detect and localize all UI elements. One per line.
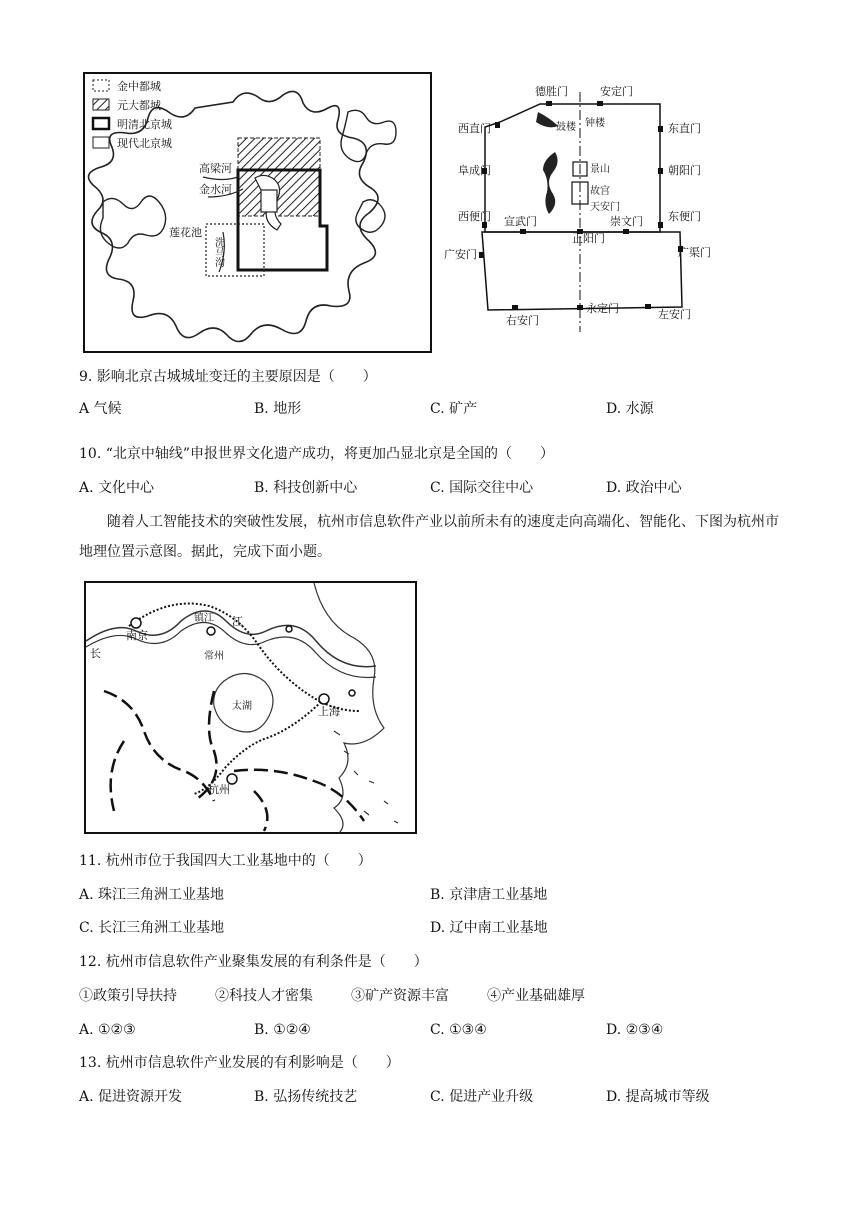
- gate-xuanwu: 宣武门: [504, 215, 537, 228]
- q11-option-c[interactable]: C. 长江三角洲工业基地: [79, 920, 225, 936]
- landmark-gulou: 鼓楼: [556, 122, 576, 133]
- q10-option-a[interactable]: A. 文化中心: [79, 480, 155, 496]
- question-9-stem: 9. 影响北京古城城址变迁的主要原因是（ ）: [79, 369, 377, 385]
- question-13-stem: 13. 杭州市信息软件产业发展的有利影响是（ ）: [79, 1055, 400, 1071]
- q11-option-d[interactable]: D. 辽中南工业基地: [430, 920, 548, 936]
- map-legend: [93, 79, 172, 150]
- gate-xizhi: 西直门: [458, 122, 491, 135]
- gate-dongzhi: 东直门: [668, 122, 701, 135]
- q13-option-c[interactable]: C. 促进产业升级: [430, 1089, 534, 1105]
- q12-condition-2: ②科技人才密集: [215, 988, 313, 1004]
- legend-modern-beijing: 现代北京城: [117, 137, 172, 150]
- beijing-gates-axis-map: [440, 82, 720, 334]
- gate-xibian: 西便门: [458, 210, 491, 223]
- q12-condition-3: ③矿产资源丰富: [351, 988, 449, 1004]
- gate-guangan: 广安门: [444, 248, 477, 261]
- landmark-jingshan: 景山: [590, 164, 610, 175]
- city-hangzhou: 杭州: [208, 783, 230, 796]
- label-chang: 长: [90, 647, 101, 660]
- city-zhenjiang: 镇江: [194, 613, 214, 624]
- gate-guangqu: 广渠门: [678, 246, 711, 259]
- q12-option-c[interactable]: C. ①③④: [430, 1022, 487, 1038]
- gate-chongwen: 崇文门: [610, 215, 643, 228]
- q9-option-c[interactable]: C. 矿产: [430, 401, 478, 417]
- q11-option-b[interactable]: B. 京津唐工业基地: [430, 887, 548, 903]
- q12-option-d[interactable]: D. ②③④: [606, 1022, 664, 1038]
- city-nanjing: 南京: [126, 629, 148, 642]
- legend-mingqing-beijing: 明清北京城: [117, 118, 172, 131]
- label-lianhua-pond: 莲花池: [169, 226, 202, 239]
- gate-chaoyang: 朝阳门: [668, 164, 701, 177]
- q9-option-b[interactable]: B. 地形: [254, 401, 302, 417]
- label-jinshui-river: 金水河: [199, 183, 232, 196]
- gate-fucheng: 阜成门: [458, 164, 491, 177]
- hangzhou-intro-paragraph: 随着人工智能技术的突破性发展，杭州市信息软件产业以前所未有的速度走向高端化、智能化、下图为杭州市地理位置示意图。据此，完成下面小题。: [79, 514, 779, 560]
- label-xima-gou: 洗马沟: [212, 237, 224, 267]
- label-jiang: 江: [232, 615, 243, 628]
- legend-jin-zhongdu: 金中都城: [117, 80, 161, 93]
- city-shanghai: 上海: [318, 705, 340, 718]
- gate-zhengyang: 正阳门: [572, 232, 605, 245]
- question-12-stem: 12. 杭州市信息软件产业聚集发展的有利条件是（ ）: [79, 954, 428, 970]
- q10-option-c[interactable]: C. 国际交往中心: [430, 480, 534, 496]
- q12-condition-4: ④产业基础雄厚: [487, 988, 585, 1004]
- label-taihu: 太湖: [232, 701, 252, 712]
- gate-anding: 安定门: [600, 85, 633, 98]
- q12-condition-1: ①政策引导扶持: [79, 988, 177, 1004]
- gate-desheng: 德胜门: [535, 85, 568, 98]
- gate-dongbian: 东便门: [668, 210, 701, 223]
- q10-option-d[interactable]: D. 政治中心: [606, 480, 682, 496]
- q9-option-d[interactable]: D. 水源: [606, 401, 654, 417]
- hangzhou-location-map: [84, 581, 418, 835]
- gate-yongding: 永定门: [586, 302, 619, 315]
- gate-youan: 右安门: [506, 314, 539, 327]
- q13-option-a[interactable]: A. 促进资源开发: [79, 1089, 183, 1105]
- q12-option-a[interactable]: A. ①②③: [79, 1022, 136, 1038]
- landmark-tiananmen: 天安门: [590, 202, 620, 213]
- q9-option-a[interactable]: A 气候: [79, 401, 122, 417]
- city-changzhou: 常州: [204, 651, 224, 662]
- q11-option-a[interactable]: A. 珠江三角洲工业基地: [79, 887, 225, 903]
- q10-option-b[interactable]: B. 科技创新中心: [254, 480, 358, 496]
- q13-option-b[interactable]: B. 弘扬传统技艺: [254, 1089, 358, 1105]
- label-gaoliang-river: 高梁河: [199, 162, 232, 175]
- question-11-stem: 11. 杭州市位于我国四大工业基地中的（ ）: [79, 853, 372, 869]
- landmark-zhonglou: 钟楼: [585, 118, 605, 129]
- gate-zuoan: 左安门: [658, 308, 691, 321]
- beijing-city-evolution-map: [83, 72, 433, 354]
- legend-yuan-dadu: 元大都城: [117, 99, 161, 112]
- landmark-gugong: 故宫: [590, 186, 610, 197]
- q13-option-d[interactable]: D. 提高城市等级: [606, 1089, 710, 1105]
- q12-option-b[interactable]: B. ①②④: [254, 1022, 311, 1038]
- question-10-stem: 10. “北京中轴线”申报世界文化遗产成功，将更加凸显北京是全国的（ ）: [79, 446, 555, 462]
